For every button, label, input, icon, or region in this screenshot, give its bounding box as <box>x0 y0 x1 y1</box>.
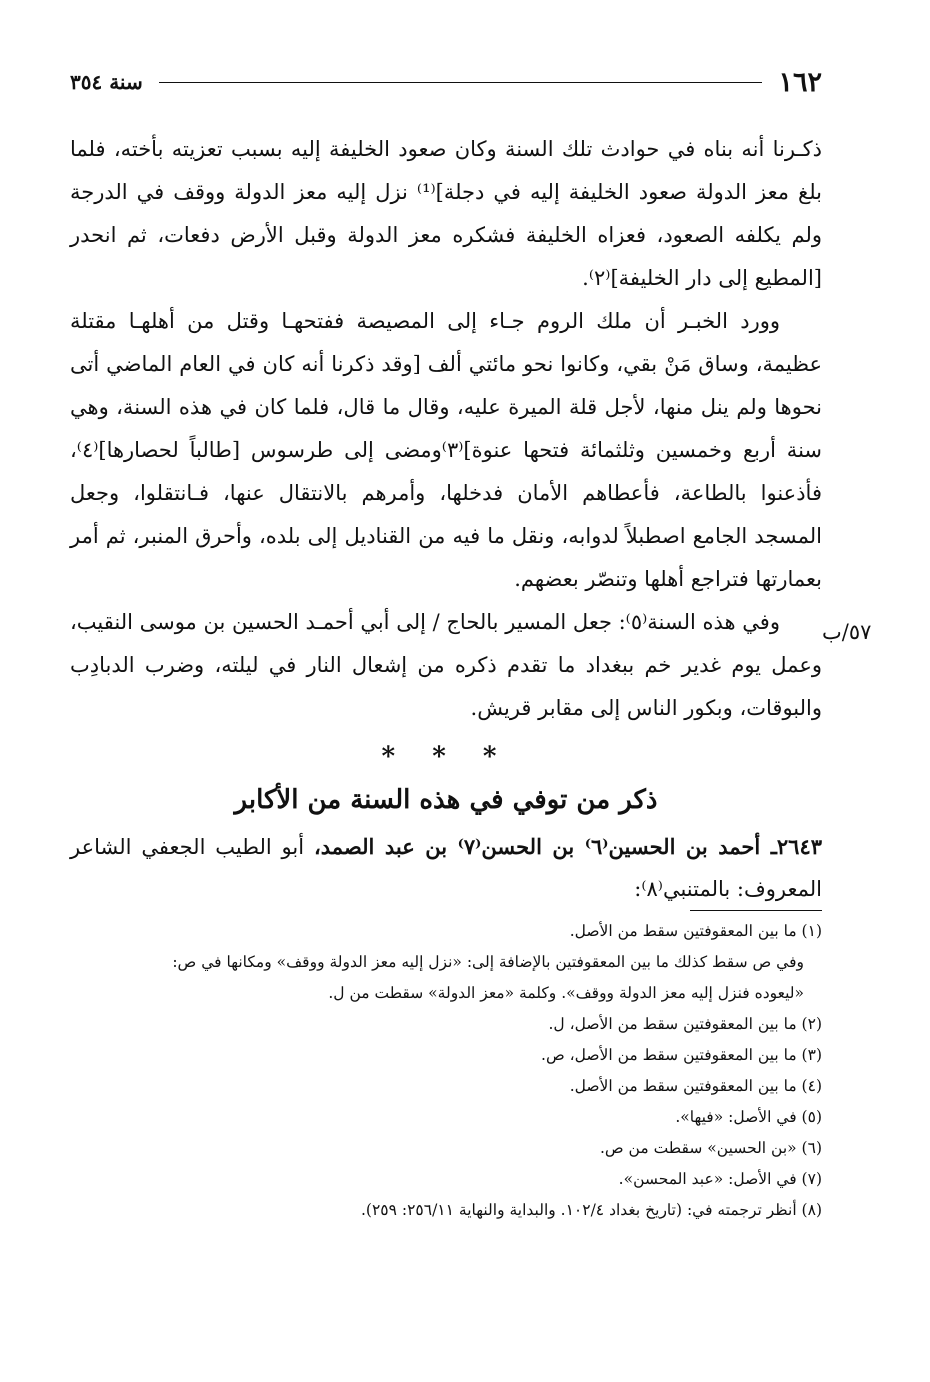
footnote-separator <box>690 910 822 911</box>
paragraph-1: ذكـرنا أنه بناه في حوادث تلك السنة وكان صعود الخليفة إليه بسبب تعزيته بأخته، فلما بلغ معز الدولة صعود الخليفة إليه في دجلة]⁽¹⁾ نزل إليه معز الدولة ووقف في الدرجة ولم يكلفه الصعود، فعزاه الخليفة فشكره معز الدولة وقبل الأرض دفعات، ثم انحدر [المطيع إلى دار الخليفة]⁽٢⁾. <box>70 137 822 290</box>
paragraph-3: وفي هذه السنة⁽٥⁾: جعل المسير بالحاج / إلى أبي أحمـد الحسين بن موسى النقيب، وعمل يوم غدير خم ببغداد ما تقدم ذكره من إشعال النار في ليلته، وضرب الدبادِب والبوقات، وبكور الناس إلى مقابر قريش. <box>70 610 822 720</box>
entry-number: ٢٦٤٣ <box>776 834 823 859</box>
page-header <box>70 62 822 102</box>
footnote-2: (٢) ما بين المعقوفتين سقط من الأصل، ل. <box>548 1015 822 1033</box>
footnote-6: (٦) «بن الحسين» سقطت من ص. <box>599 1139 822 1157</box>
entry-name: ـ أحمد بن الحسين⁽٦⁾ بن الحسن⁽٧⁾ بن عبد الصمد، <box>313 834 777 859</box>
footnote-1: (١) ما بين المعقوفتين سقط من الأصل. <box>569 922 822 940</box>
manuscript-folio-marker: ٥٧/ب <box>822 620 872 644</box>
year-label: سنة ٣٥٤ <box>70 70 143 94</box>
biography-entry <box>70 826 822 910</box>
footnote-1-continuation: وفي ص سقط كذلك ما بين المعقوفتين بالإضافة إلى: «نزل إليه معز الدولة ووقف» ومكانها في ص: <box>172 953 804 971</box>
entry-description: أبو الطيب الجعفي الشاعر المعروف: بالمتنبي⁽٨⁾: <box>70 835 822 901</box>
footnote-3: (٣) ما بين المعقوفتين سقط من الأصل، ص. <box>541 1046 822 1064</box>
header-rule <box>159 82 763 83</box>
main-text <box>70 128 822 730</box>
section-divider-stars: * * * <box>381 742 511 772</box>
footnote-1-continuation-2: «ليعوده فنزل إليه معز الدولة ووقف». وكلمة «معز الدولة» سقطت من ل. <box>328 984 804 1002</box>
paragraph-2: وورد الخبـر أن ملك الروم جـاء إلى المصيصة ففتحهـا وقتل من أهلهـا مقتلة عظيمة، وساق مَنْ بقي، وكانوا نحو مائتي ألف [وقد ذكرنا أنه كان في العام الماضي أتى نحوها ولم ينل منها، لأجل قلة الميرة عليه، وقال ما قال، فلما كان في هذه السنة، وهي سنة أربع وخمسين وثلثمائة فتحها عنوة]⁽٣⁾ومضى إلى طرسوس [طالباً لحصارها]⁽٤⁾، فأذعنوا بالطاعة، فأعطاهم الأمان فدخلها، وأمرهم بالانتقال عنها، فـانتقلوا، وجعل المسجد الجامع اصطبلاً لدوابه، ونقل ما فيه من القناديل إلى بلده، وأحرق المنبر، ثم أمر بعمارتها فتراجع أهلها وتنصّر بعضهم. <box>70 309 822 591</box>
page-number: ١٦٢ <box>778 66 822 98</box>
footnote-8: (٨) أنظر ترجمته في: (تاريخ بغداد ١٠٢/٤. والبداية والنهاية ٢٥٦/١١: ٢٥٩). <box>360 1201 822 1219</box>
footnote-7: (٧) في الأصل: «عبد المحسن». <box>618 1170 822 1188</box>
footnotes <box>70 916 822 1226</box>
footnote-4: (٤) ما بين المعقوفتين سقط من الأصل. <box>569 1077 822 1095</box>
footnote-5: (٥) في الأصل: «فيها». <box>675 1108 822 1126</box>
section-heading: ذكر من توفي في هذه السنة من الأكابر <box>234 785 658 815</box>
